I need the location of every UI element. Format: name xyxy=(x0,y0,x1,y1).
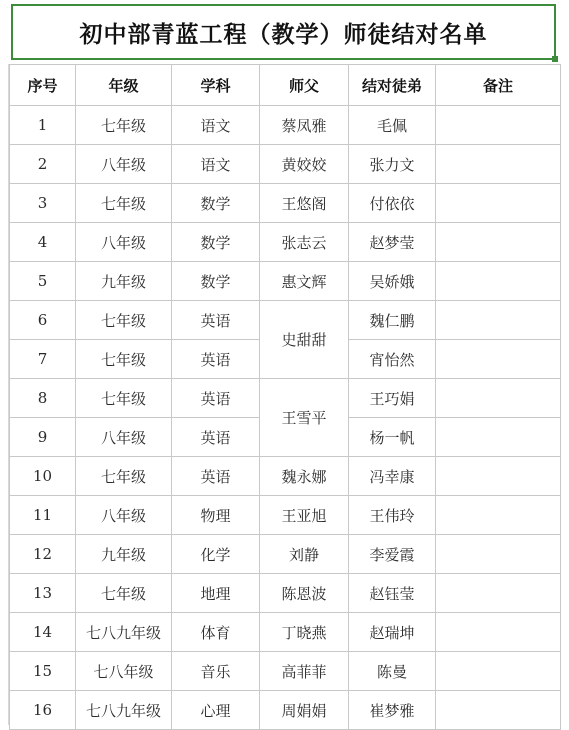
cell-apprentice[interactable]: 王巧娟 xyxy=(349,379,436,418)
cell-subject[interactable]: 物理 xyxy=(172,496,260,535)
table-row xyxy=(10,574,561,613)
cell-subject[interactable]: 心理 xyxy=(172,691,260,730)
cell-mentor[interactable]: 黄姣姣 xyxy=(260,145,349,184)
cell-mentor[interactable]: 王悠阁 xyxy=(260,184,349,223)
cell-apprentice[interactable]: 吴娇娥 xyxy=(349,262,436,301)
table-row xyxy=(10,496,561,535)
cell-no[interactable]: 15 xyxy=(10,652,76,691)
mentor-table xyxy=(9,64,561,730)
cell-apprentice[interactable]: 崔梦雅 xyxy=(349,691,436,730)
cell-no[interactable]: 5 xyxy=(10,262,76,301)
header-mentor[interactable]: 师父 xyxy=(260,65,349,106)
table-row xyxy=(10,262,561,301)
cell-subject[interactable]: 英语 xyxy=(172,379,260,418)
cell-grade[interactable]: 七年级 xyxy=(76,301,172,340)
cell-grade[interactable]: 七年级 xyxy=(76,340,172,379)
cell-mentor[interactable]: 王亚旭 xyxy=(260,496,349,535)
cell-no[interactable]: 10 xyxy=(10,457,76,496)
cell-note[interactable] xyxy=(436,340,561,379)
cell-apprentice[interactable]: 赵瑞坤 xyxy=(349,613,436,652)
cell-grade[interactable]: 七年级 xyxy=(76,184,172,223)
cell-note[interactable] xyxy=(436,301,561,340)
cell-apprentice[interactable]: 付依依 xyxy=(349,184,436,223)
cell-grade[interactable]: 八年级 xyxy=(76,223,172,262)
cell-subject[interactable]: 数学 xyxy=(172,184,260,223)
cell-mentor[interactable]: 丁晓燕 xyxy=(260,613,349,652)
sheet-title[interactable] xyxy=(11,4,556,60)
table-row xyxy=(10,301,561,340)
cell-grade[interactable]: 七八九年级 xyxy=(76,613,172,652)
table-row xyxy=(10,106,561,145)
title-text: 初中部青蓝工程（教学）师徒结对名单 xyxy=(79,21,488,48)
cell-no[interactable]: 6 xyxy=(10,301,76,340)
cell-note[interactable] xyxy=(436,223,561,262)
cell-mentor[interactable]: 陈恩波 xyxy=(260,574,349,613)
cell-subject[interactable]: 语文 xyxy=(172,106,260,145)
cell-note[interactable] xyxy=(436,262,561,301)
cell-apprentice[interactable]: 赵钰莹 xyxy=(349,574,436,613)
table-row xyxy=(10,613,561,652)
header-row xyxy=(10,65,561,106)
cell-note[interactable] xyxy=(436,652,561,691)
header-note[interactable]: 备注 xyxy=(436,65,561,106)
table-row xyxy=(10,223,561,262)
cell-mentor[interactable]: 惠文辉 xyxy=(260,262,349,301)
table-row xyxy=(10,457,561,496)
cell-subject[interactable]: 英语 xyxy=(172,418,260,457)
cell-grade[interactable]: 七年级 xyxy=(76,457,172,496)
cell-subject[interactable]: 英语 xyxy=(172,301,260,340)
table-row xyxy=(10,535,561,574)
cell-subject[interactable]: 英语 xyxy=(172,340,260,379)
cell-subject[interactable]: 语文 xyxy=(172,145,260,184)
cell-note[interactable] xyxy=(436,106,561,145)
cell-mentor[interactable]: 刘静 xyxy=(260,535,349,574)
cell-no[interactable]: 2 xyxy=(10,145,76,184)
cell-mentor[interactable]: 高菲菲 xyxy=(260,652,349,691)
table-body xyxy=(10,106,561,730)
cell-no[interactable]: 12 xyxy=(10,535,76,574)
cell-note[interactable] xyxy=(436,574,561,613)
table-row xyxy=(10,379,561,418)
cell-subject[interactable]: 数学 xyxy=(172,262,260,301)
cell-subject[interactable]: 地理 xyxy=(172,574,260,613)
cell-mentor[interactable]: 张志云 xyxy=(260,223,349,262)
header-subject[interactable]: 学科 xyxy=(172,65,260,106)
cell-subject[interactable]: 数学 xyxy=(172,223,260,262)
cell-grade[interactable]: 八年级 xyxy=(76,145,172,184)
header-apprentice[interactable]: 结对徒弟 xyxy=(349,65,436,106)
cell-no[interactable]: 3 xyxy=(10,184,76,223)
cell-no[interactable]: 14 xyxy=(10,613,76,652)
cell-note[interactable] xyxy=(436,379,561,418)
table-row xyxy=(10,184,561,223)
row-header-strip xyxy=(0,64,9,725)
cell-no[interactable]: 7 xyxy=(10,340,76,379)
cell-apprentice[interactable]: 陈曼 xyxy=(349,652,436,691)
cell-mentor[interactable]: 周娟娟 xyxy=(260,691,349,730)
cell-no[interactable]: 13 xyxy=(10,574,76,613)
table-row xyxy=(10,652,561,691)
cell-no[interactable]: 1 xyxy=(10,106,76,145)
cell-note[interactable] xyxy=(436,613,561,652)
cell-subject[interactable]: 体育 xyxy=(172,613,260,652)
cell-grade[interactable]: 七年级 xyxy=(76,106,172,145)
cell-note[interactable] xyxy=(436,145,561,184)
cell-subject[interactable]: 英语 xyxy=(172,457,260,496)
cell-subject[interactable]: 化学 xyxy=(172,535,260,574)
cell-apprentice[interactable]: 李爱霞 xyxy=(349,535,436,574)
cell-mentor[interactable]: 蔡凤雅 xyxy=(260,106,349,145)
header-no[interactable]: 序号 xyxy=(10,65,76,106)
cell-mentor[interactable]: 史甜甜 xyxy=(260,301,349,379)
cell-mentor[interactable]: 王雪平 xyxy=(260,379,349,457)
cell-no[interactable]: 11 xyxy=(10,496,76,535)
cell-no[interactable]: 9 xyxy=(10,418,76,457)
cell-grade[interactable]: 八年级 xyxy=(76,496,172,535)
table-row xyxy=(10,145,561,184)
cell-apprentice[interactable]: 杨一帆 xyxy=(349,418,436,457)
cell-grade[interactable]: 七年级 xyxy=(76,574,172,613)
table-row xyxy=(10,691,561,730)
header-grade[interactable]: 年级 xyxy=(76,65,172,106)
cell-grade[interactable]: 九年级 xyxy=(76,262,172,301)
selection-handle[interactable] xyxy=(552,56,558,62)
cell-note[interactable] xyxy=(436,496,561,535)
cell-no[interactable]: 4 xyxy=(10,223,76,262)
cell-apprentice[interactable]: 毛佩 xyxy=(349,106,436,145)
cell-note[interactable] xyxy=(436,418,561,457)
cell-grade[interactable]: 七年级 xyxy=(76,379,172,418)
cell-no[interactable]: 8 xyxy=(10,379,76,418)
cell-apprentice[interactable]: 张力文 xyxy=(349,145,436,184)
cell-apprentice[interactable]: 王伟玲 xyxy=(349,496,436,535)
cell-mentor[interactable]: 魏永娜 xyxy=(260,457,349,496)
cell-grade[interactable]: 九年级 xyxy=(76,535,172,574)
cell-apprentice[interactable]: 赵梦莹 xyxy=(349,223,436,262)
cell-apprentice[interactable]: 冯幸康 xyxy=(349,457,436,496)
cell-apprentice[interactable]: 宵怡然 xyxy=(349,340,436,379)
cell-grade[interactable]: 八年级 xyxy=(76,418,172,457)
cell-note[interactable] xyxy=(436,457,561,496)
cell-apprentice[interactable]: 魏仁鹏 xyxy=(349,301,436,340)
cell-no[interactable]: 16 xyxy=(10,691,76,730)
cell-grade[interactable]: 七八年级 xyxy=(76,652,172,691)
cell-subject[interactable]: 音乐 xyxy=(172,652,260,691)
cell-note[interactable] xyxy=(436,691,561,730)
cell-note[interactable] xyxy=(436,184,561,223)
cell-grade[interactable]: 七八九年级 xyxy=(76,691,172,730)
cell-note[interactable] xyxy=(436,535,561,574)
